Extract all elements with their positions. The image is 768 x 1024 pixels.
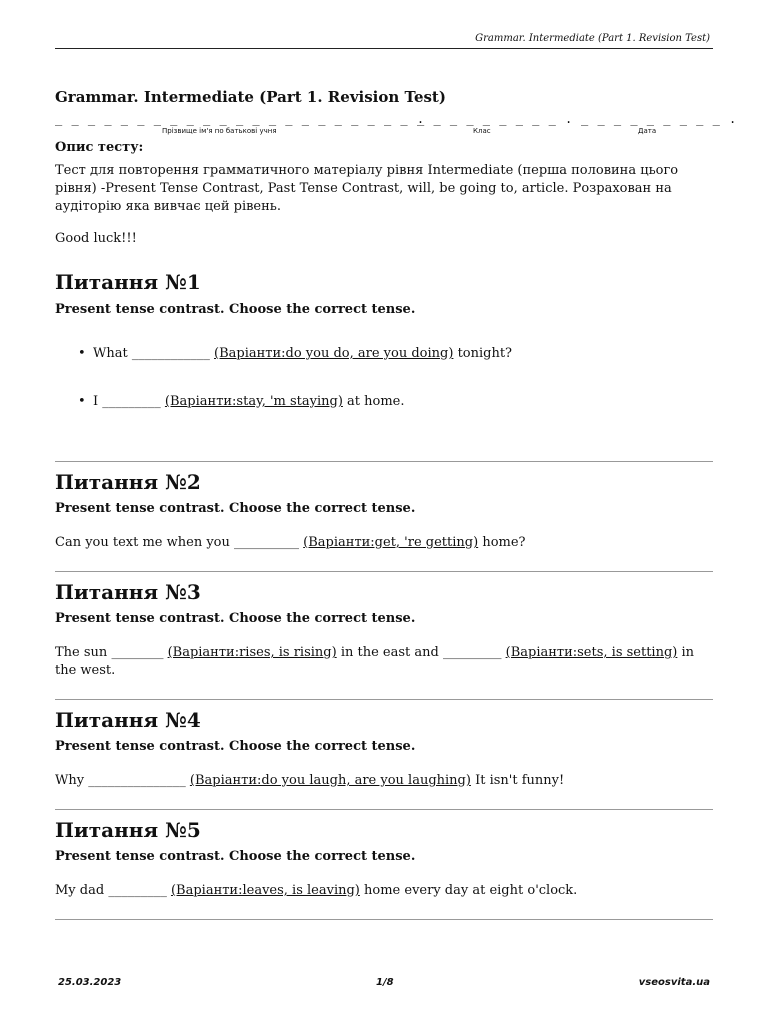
class-label: Клас — [473, 127, 491, 135]
question-1-subtitle: Present tense contrast. Choose the correct tense. — [55, 302, 416, 317]
answer-blank[interactable]: ____________ — [131, 346, 210, 361]
question-1-heading: Питання №1 — [55, 270, 201, 294]
answer-blank[interactable]: __________ — [234, 535, 300, 550]
question-3-heading: Питання №3 — [55, 580, 201, 604]
separator — [55, 699, 713, 700]
item-post: It isn't funny! — [475, 773, 565, 788]
description-text: Тест для повторення грамматичного матеріалу рівня Intermediate (перша половина цього рівня) -Present Tense Contrast, Past Tense Contrast, will, be going to, article. Розрахован на аудіторію яка вивчає цей рівень. — [55, 163, 679, 214]
answer-blank[interactable]: _________ — [442, 645, 502, 660]
item-mid: in the east and — [340, 645, 439, 660]
answer-blank[interactable]: _________ — [108, 883, 167, 898]
item-post: home every day at eight o'clock. — [364, 883, 578, 898]
bullet: • — [78, 346, 86, 361]
name-line[interactable]: _ _ _ _ _ _ _ _ _ _ _ _ _ _ _ _ _ _ _ _ _ _ . — [55, 112, 426, 126]
item-post: home? — [482, 535, 526, 550]
name-label: Прізвище ім'я по батькові учня — [162, 127, 277, 135]
footer-site: vseosvita.ua — [638, 977, 710, 988]
item-pre: The sun — [55, 645, 108, 660]
answer-options: (Варіанти:do you laugh, are you laughing) — [189, 773, 471, 788]
header-rule — [55, 48, 713, 49]
answer-blank[interactable]: ________ — [111, 645, 164, 660]
item-post: in the west. — [55, 645, 695, 678]
footer-page-number: 1/8 — [376, 977, 394, 988]
item-post: at home. — [347, 394, 405, 409]
answer-blank[interactable]: _______________ — [88, 773, 186, 788]
question-2-heading: Питання №2 — [55, 470, 201, 494]
separator — [55, 809, 713, 810]
answer-options: (Варіанти:sets, is setting) — [505, 645, 678, 660]
date-line[interactable]: _ _ _ _ _ _ _ _ _ . — [581, 112, 738, 126]
description-heading: Опис тесту: — [55, 140, 144, 155]
footer-date: 25.03.2023 — [58, 977, 122, 988]
question-4-subtitle: Present tense contrast. Choose the correct tense. — [55, 739, 416, 754]
item-pre: What — [93, 346, 128, 361]
question-2-text — [55, 534, 713, 552]
page-title: Grammar. Intermediate (Part 1. Revision Test) — [55, 88, 446, 106]
separator — [55, 571, 713, 572]
item-pre: I — [93, 394, 99, 409]
question-5-text — [55, 882, 713, 900]
question-4-heading: Питання №4 — [55, 708, 201, 732]
answer-blank[interactable]: _________ — [102, 394, 161, 409]
closing-text: Good luck!!! — [55, 231, 137, 246]
item-post: tonight? — [457, 346, 513, 361]
answer-options: (Варіанти:do you do, are you doing) — [214, 346, 454, 361]
answer-options: (Варіанти:get, 're getting) — [303, 535, 479, 550]
bullet: • — [78, 394, 86, 409]
item-pre: My dad — [55, 883, 105, 898]
answer-options: (Варіанти:leaves, is leaving) — [170, 883, 360, 898]
question-4-text — [55, 772, 713, 790]
separator — [55, 919, 713, 920]
question-1-item-2 — [93, 394, 405, 409]
running-header: Grammar. Intermediate (Part 1. Revision Test) — [475, 33, 710, 44]
question-3-text — [55, 644, 713, 680]
date-label: Дата — [638, 127, 657, 135]
class-line[interactable]: _ _ _ _ _ _ _ _ _ . — [417, 112, 574, 126]
answer-options: (Варіанти:rises, is rising) — [167, 645, 337, 660]
question-3-subtitle: Present tense contrast. Choose the correct tense. — [55, 611, 416, 626]
separator — [55, 461, 713, 462]
question-5-heading: Питання №5 — [55, 818, 201, 842]
item-pre: Can you text me when you — [55, 535, 230, 550]
question-2-subtitle: Present tense contrast. Choose the correct tense. — [55, 501, 416, 516]
answer-options: (Варіанти:stay, 'm staying) — [164, 394, 343, 409]
question-1-item-1 — [93, 346, 512, 361]
question-5-subtitle: Present tense contrast. Choose the correct tense. — [55, 849, 416, 864]
item-pre: Why — [55, 773, 85, 788]
